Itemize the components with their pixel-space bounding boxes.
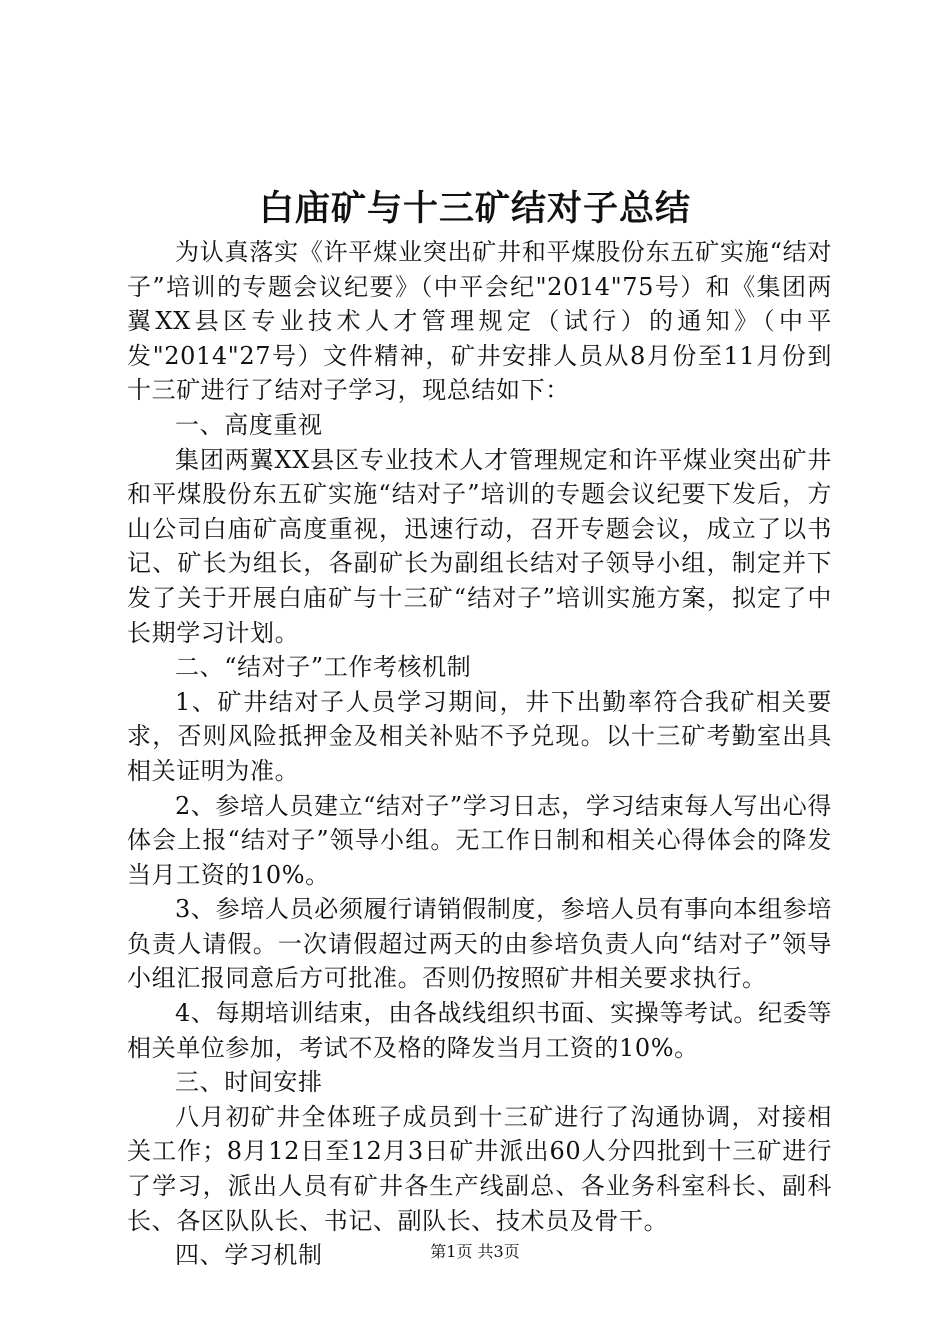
section-heading: 二、“结对子”工作考核机制: [175, 653, 472, 682]
body-paragraph: 集团两翼XX县区专业技术人才管理规定和许平煤业突出矿井和平煤股份东五矿实施“结对子”培训的专题会议纪要下发后，方山公司白庙矿高度重视，迅速行动，召开专题会议，成立了以书记、矿长为组长，各副矿长为副组长结对子领导小组，制定并下发了关于开展白庙矿与十三矿“结对子”培训实施方案，拟定了中长期学习计划。: [127, 445, 832, 647]
document-body: [127, 235, 832, 1273]
body-paragraph: 1、矿井结对子人员学习期间，井下出勤率符合我矿相关要求，否则风险抵押金及相关补贴不予兑现。以十三矿考勤室出具相关证明为准。: [127, 687, 832, 785]
body-paragraph: 2、参培人员建立“结对子”学习日志，学习结束每人写出心得体会上报“结对子”领导小组。无工作日制和相关心得体会的降发当月工资的10%。: [127, 791, 832, 889]
intro-paragraph: 为认真落实《许平煤业突出矿井和平煤股份东五矿实施“结对子”培训的专题会议纪要》（中平会纪"2014"75号）和《集团两翼XX县区专业技术人才管理规定（试行）的通知》（中平发"2014"27号）文件精神，矿井安排人员从8月份至11月份到十三矿进行了结对子学习，现总结如下：: [127, 238, 832, 405]
section-heading: 四、学习机制: [175, 1241, 323, 1270]
section-heading: 一、高度重视: [175, 410, 323, 439]
section-heading: 三、时间安排: [175, 1068, 323, 1097]
body-paragraph: 3、参培人员必须履行请销假制度，参培人员有事向本组参培负责人请假。一次请假超过两天的由参培负责人向“结对子”领导小组汇报同意后方可批准。否则仍按照矿井相关要求执行。: [127, 895, 832, 993]
body-paragraph: 4、每期培训结束，由各战线组织书面、实操等考试。纪委等相关单位参加，考试不及格的降发当月工资的10%。: [127, 999, 832, 1062]
page-footer: 第1页 共3页: [430, 1242, 520, 1261]
document-title: 白庙矿与十三矿结对子总结: [258, 188, 691, 229]
body-paragraph: 八月初矿井全体班子成员到十三矿进行了沟通协调，对接相关工作；8月12日至12月3日矿井派出60人分四批到十三矿进行了学习，派出人员有矿井各生产线副总、各业务科室科长、副科长、各区队队长、书记、副队长、技术员及骨干。: [127, 1102, 832, 1235]
